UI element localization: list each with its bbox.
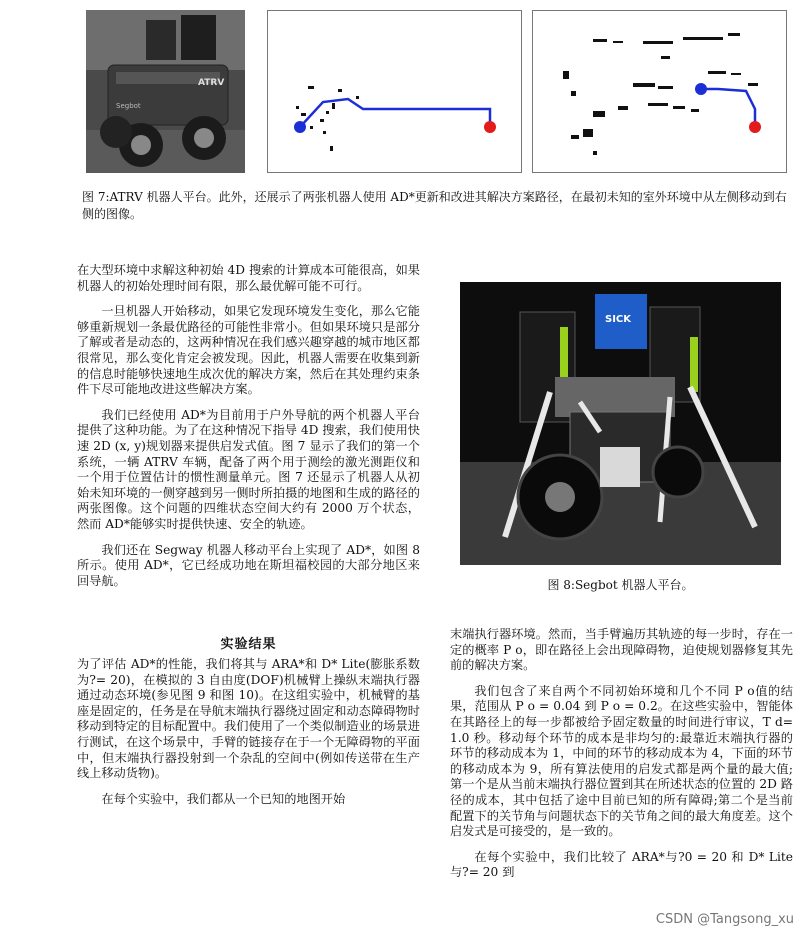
segbot-robot-illustration (460, 282, 781, 565)
sick-sensor-label: SICK (605, 314, 632, 325)
atrv-robot-photo (86, 10, 245, 173)
goal-marker (484, 121, 496, 133)
map-panel-updated (532, 10, 787, 173)
figure8-caption: 图 8:Segbot 机器人平台。 (547, 578, 694, 592)
goal-marker (749, 121, 761, 133)
segbot-robot-photo (460, 282, 781, 565)
segbot-sub-label: Segbot (116, 102, 141, 110)
figure7-caption: 图 7:ATRV 机器人平台。此外，还展示了两张机器人使用 AD*更新和改进其解决方案路径，在最初未知的室外环境中从左侧移动到右侧的图像。 (82, 190, 787, 221)
updated-path-map (533, 11, 786, 172)
atrv-robot-illustration (86, 10, 245, 173)
robot-position-marker (695, 83, 707, 95)
paragraph: 我们包含了来自两个不同初始环境和几个不同 P o值的结果，范围从 P o = 0.04 到 P o = 0.2。在这些实验中，智能体在其路径上的每一步都被给予固定数量的时间进行审议，T d= 1.0 秒。移动每个环节的成本是非均匀的:最靠近末端执行器的环节的移动成本为 1，中间的环节的移动成本为 4，下面的环节的移动成本为 9，所有算法使用的启发式都是两个量的最大值;第一个是从当前末端执行器位置到其在所述状态的位置的 2D 路径的成本，其中包括了途中目前已知的所有障碍;第二个是当前配置下的关节角与问题状态下的关节角之间的最大角度差。这个启发式是可接受的，是一致的。 (450, 683, 793, 839)
replanned-path (701, 89, 755, 127)
atrv-label: ATRV (198, 78, 225, 88)
left-column-bottom (77, 657, 420, 807)
map-panel-initial (267, 10, 522, 173)
paragraph: 我们已经使用 AD*为目前用于户外导航的两个机器人平台提供了这种功能。为了在这种情况下指导 4D 搜索，我们使用快速 2D (x, y)规划器来提供启发式值。图 7 显示了我们的第一个系统，一辆 ATRV 车辆，配备了两个用于测绘的激光测距仪和一个用于位置估计的惯性测量单元。图 7 还显示了机器人从初始未知环境的一侧穿越到另一侧时所拍摄的地图和生成的路径的两张图像。这个问题的四维状态空间大约有 2000 万个状态，然而 AD*能够实时提供快速、安全的轨迹。 (77, 407, 420, 531)
paragraph: 在每个实验中，我们比较了 ARA*与?0 = 20 和 D* Lite 与?= 20 到 (450, 849, 793, 880)
paragraph: 在每个实验中，我们都从一个已知的地图开始 (101, 791, 346, 806)
csdn-watermark: CSDN @Tangsong_xu (655, 912, 794, 927)
paragraph: 一旦机器人开始移动，如果它发现环境发生变化，那么它能够重新规划一条最优路径的可能性非常小。但如果环境只是部分了解或者是动态的，这两种情况在我们感兴趣穿越的城市地区都很常见，那么变化肯定会被发现。因此，机器人需要在收集到新的信息时能够快速地生成次优的解决方案，然后在其处理约束条件下尽可能地改进这些解决方案。 (77, 304, 420, 397)
paragraph: 在大型环境中求解这种初始 4D 搜索的计算成本可能很高，如果机器人的初始处理时间有限，那么最优解可能不可行。 (77, 263, 420, 293)
start-marker (294, 121, 306, 133)
initial-path-map (268, 11, 521, 172)
paragraph: 末端执行器环境。然而，当手臂遍历其轨迹的每一步时，存在一定的概率 P o，即在路径上会出现障碍物，迫使规划器修复其先前的解决方案。 (450, 627, 793, 673)
right-column (450, 627, 793, 881)
left-column-top (77, 263, 420, 589)
paragraph: 为了评估 AD*的性能，我们将其与 ARA*和 D* Lite(膨胀系数为?= 20)，在模拟的 3 自由度(DOF)机械臂上操纵末端执行器通过动态环境(参见图 9 和图 10)。在这组实验中，机械臂的基座是固定的，任务是在导航末端执行器绕过固定和动态障碍物时移动到特定的目标配置中。我们使用了一个类似制造业的场景进行测试，在这个场景中，手臂的链接存在于一个无障碍物的平面中，但末端执行器投射到一个杂乱的空间中(例如传送带在生产线上移动货物)。 (77, 657, 420, 781)
section-heading: 实验结果 (220, 637, 277, 652)
paragraph: 我们还在 Segway 机器人移动平台上实现了 AD*，如图 8 所示。使用 AD*，它已经成功地在斯坦福校园的大部分地区来回导航。 (77, 542, 420, 588)
